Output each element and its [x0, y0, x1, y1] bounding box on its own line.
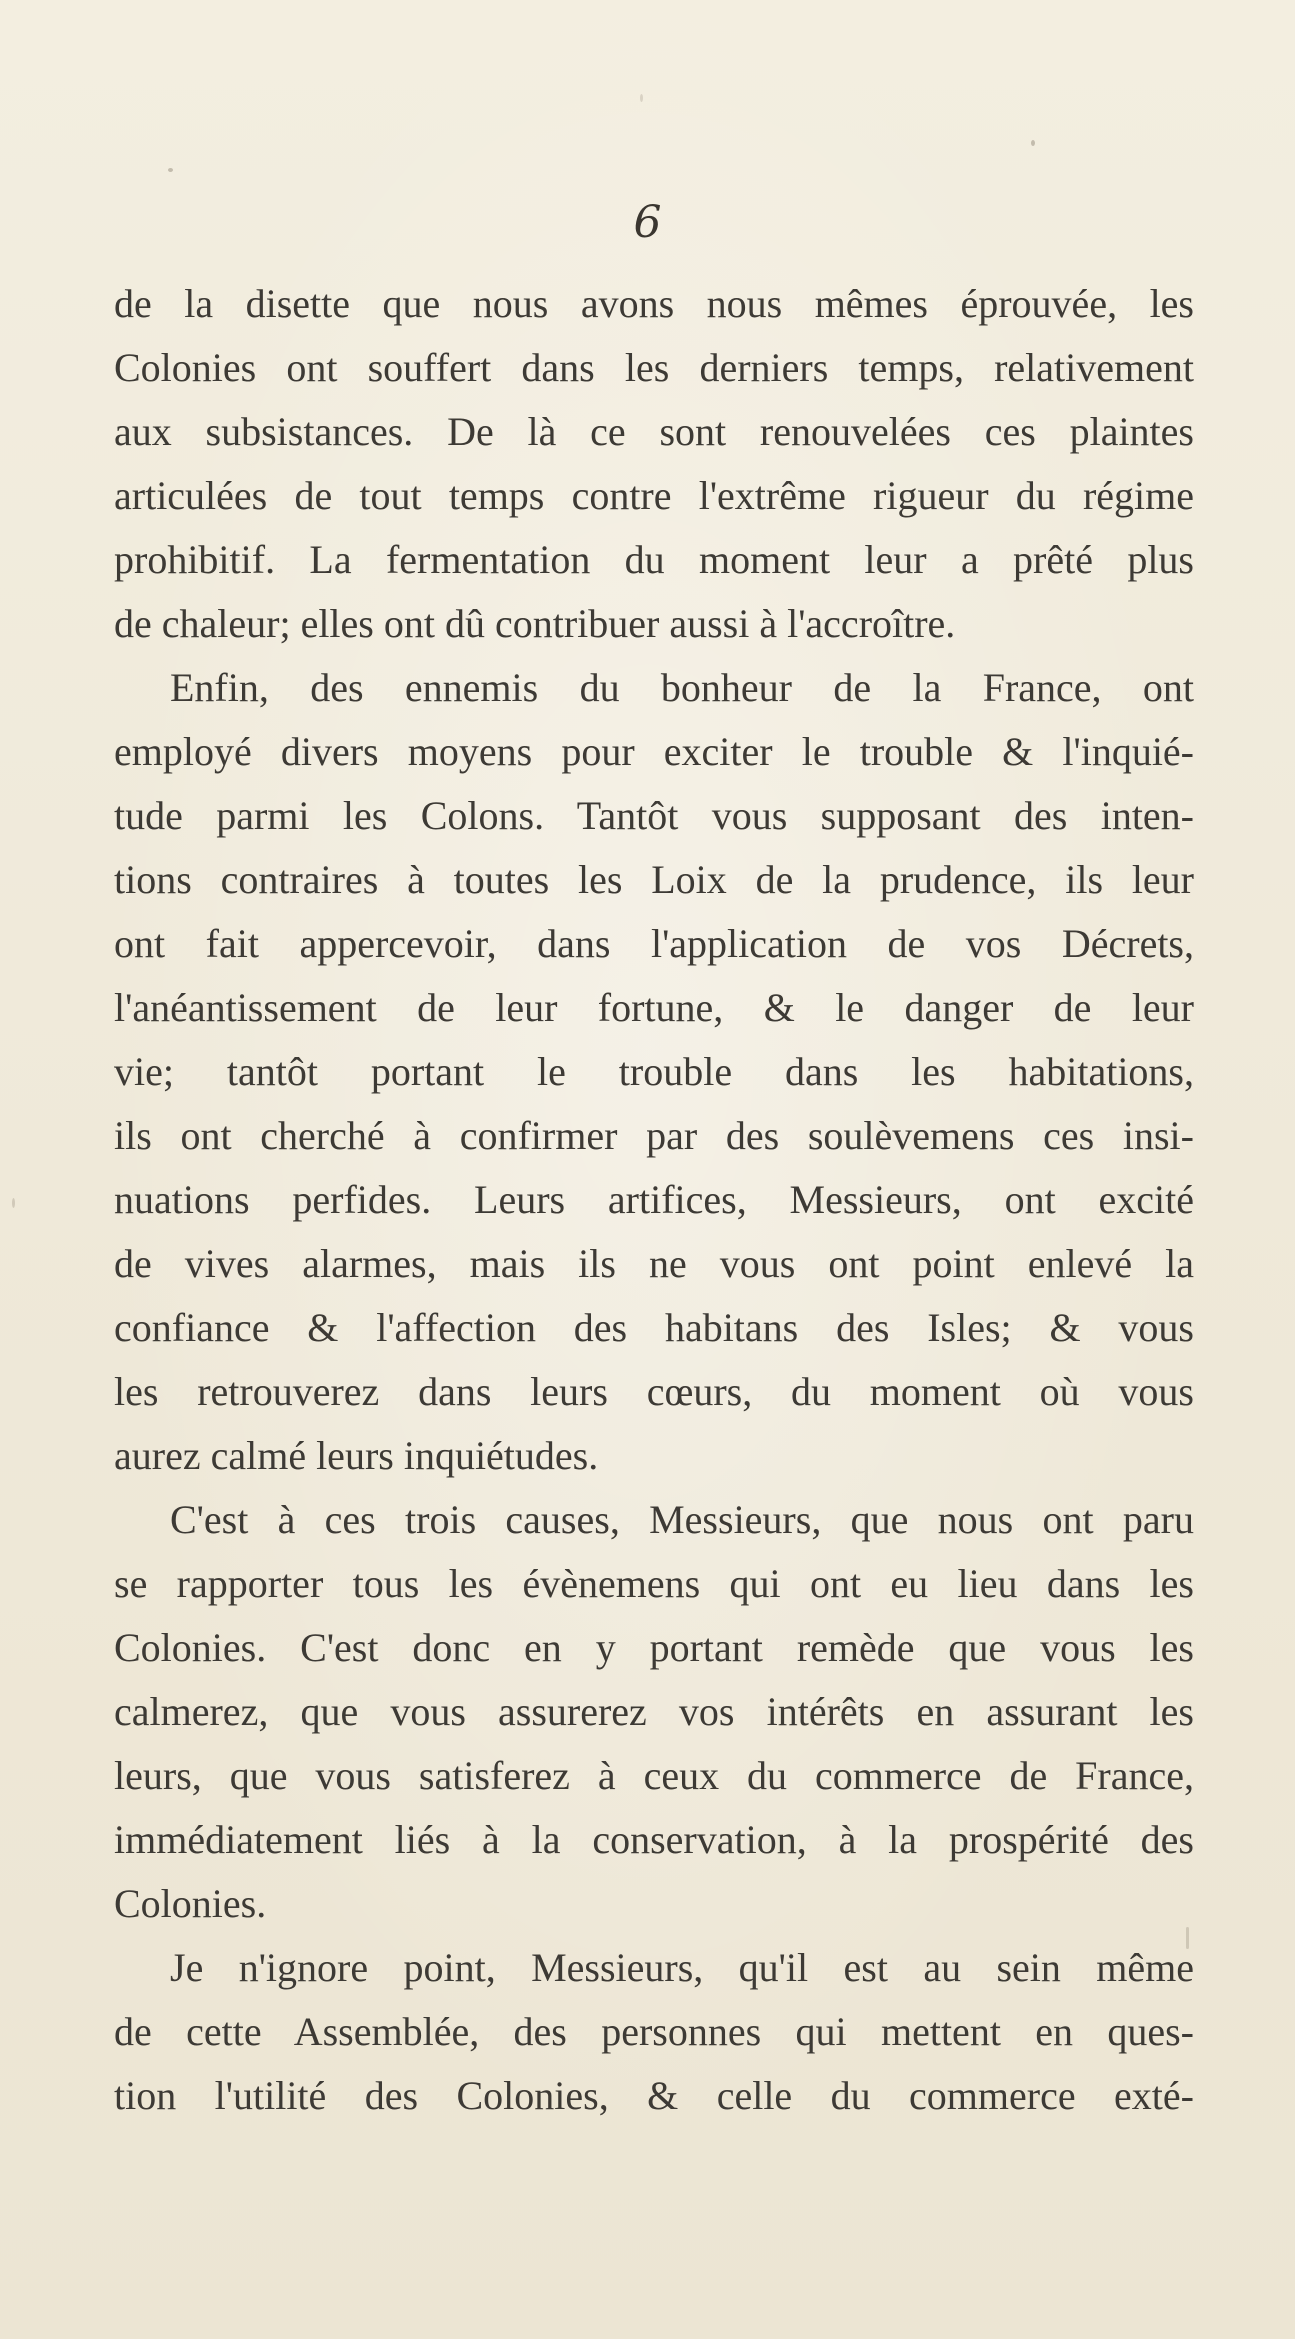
text-line: leurs, que vous satisferez à ceux du commerce de France, — [114, 1753, 1194, 1798]
text-line: ils ont cherché à confirmer par des soulèvemens ces insi- — [114, 1113, 1194, 1158]
text-line: prohibitif. La fermentation du moment leur a prêté plus — [114, 537, 1194, 582]
text-line: tions contraires à toutes les Loix de la prudence, ils leur — [114, 857, 1194, 902]
text-line: Colonies. C'est donc en y portant remède que vous les — [114, 1625, 1194, 1670]
paper-speck — [12, 1198, 15, 1208]
text-line: l'anéantissement de leur fortune, & le danger de leur — [114, 985, 1194, 1030]
text-line: vie; tantôt portant le trouble dans les habitations, — [114, 1049, 1194, 1094]
paragraph-1 — [114, 272, 1194, 656]
body-text — [114, 272, 1194, 2128]
paragraph-3 — [114, 1488, 1194, 1936]
text-line: de vives alarmes, mais ils ne vous ont point enlevé la — [114, 1241, 1194, 1286]
text-line: aux subsistances. De là ce sont renouvelées ces plaintes — [114, 409, 1194, 454]
paragraph-2 — [114, 656, 1194, 1488]
text-line: ont fait appercevoir, dans l'application de vos Décrets, — [114, 921, 1194, 966]
paper-speck — [168, 168, 173, 172]
paper-speck — [640, 94, 643, 102]
text-line: les retrouverez dans leurs cœurs, du moment où vous — [114, 1369, 1194, 1414]
text-line: C'est à ces trois causes, Messieurs, que nous ont paru — [170, 1497, 1194, 1542]
text-line: se rapporter tous les évènemens qui ont eu lieu dans les — [114, 1561, 1194, 1606]
text-line: de cette Assemblée, des personnes qui mettent en ques- — [114, 2009, 1194, 2054]
text-line: Enfin, des ennemis du bonheur de la France, ont — [170, 665, 1194, 710]
text-line: aurez calmé leurs inquiétudes. — [114, 1433, 599, 1478]
text-line: nuations perfides. Leurs artifices, Messieurs, ont excité — [114, 1177, 1194, 1222]
paper-speck — [1031, 140, 1035, 146]
text-line: Colonies. — [114, 1881, 267, 1926]
text-line: de chaleur; elles ont dû contribuer aussi à l'accroître. — [114, 601, 956, 646]
text-line: de la disette que nous avons nous mêmes éprouvée, les — [114, 281, 1194, 326]
text-line: confiance & l'affection des habitans des Isles; & vous — [114, 1305, 1194, 1350]
text-line: employé divers moyens pour exciter le trouble & l'inquié- — [114, 729, 1194, 774]
page-number: 6 — [633, 197, 662, 248]
text-line: Colonies ont souffert dans les derniers temps, relativement — [114, 345, 1194, 390]
text-line: articulées de tout temps contre l'extrême rigueur du régime — [114, 473, 1194, 518]
text-line: immédiatement liés à la conservation, à la prospérité des — [114, 1817, 1194, 1862]
paragraph-4 — [114, 1936, 1194, 2128]
text-line: calmerez, que vous assurerez vos intérêts en assurant les — [114, 1689, 1194, 1734]
text-line: tude parmi les Colons. Tantôt vous supposant des inten- — [114, 793, 1194, 838]
text-line: Je n'ignore point, Messieurs, qu'il est au sein même — [170, 1945, 1194, 1990]
text-line: tion l'utilité des Colonies, & celle du commerce exté- — [114, 2073, 1194, 2118]
